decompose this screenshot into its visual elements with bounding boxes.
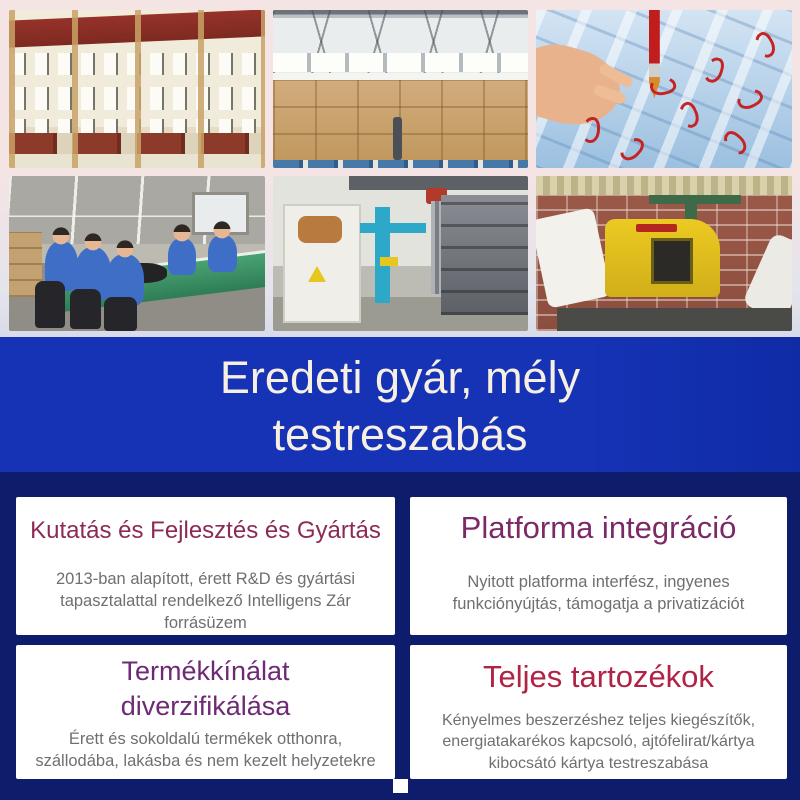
feature-card-platform-integration xyxy=(410,497,787,635)
decor-cabinet-window xyxy=(298,216,341,242)
feature-cards xyxy=(0,472,800,800)
warning-triangle-icon xyxy=(308,266,326,282)
decor-machine-label xyxy=(636,224,677,232)
decor-red-wire xyxy=(675,99,702,130)
decor-machine-base xyxy=(557,308,792,331)
decor-hand xyxy=(536,35,629,136)
decor-bottom-notch xyxy=(393,779,408,793)
decor-drill-press xyxy=(375,207,390,303)
card-body: 2013-ban alapított, érett R&D és gyártási tapasztalattal rendelkező Intelligens Zár forrásüzem xyxy=(56,570,355,632)
decor-chair xyxy=(104,297,137,331)
feature-card-full-accessories xyxy=(410,645,787,779)
decor-worker xyxy=(168,238,196,275)
photo-yellow-machine xyxy=(536,176,792,331)
photo-warehouse xyxy=(273,10,529,168)
card-title: Platforma integráció xyxy=(460,510,737,545)
photo-showroom xyxy=(9,10,265,168)
card-title: Kutatás és Fejlesztés és Gyártás xyxy=(30,517,381,544)
photo-molding-machines xyxy=(273,176,529,331)
headline-line-1: Eredeti gyár, mély xyxy=(219,351,581,403)
decor-worker xyxy=(208,235,236,272)
decor-pallet-jack xyxy=(393,117,402,160)
headline-line-2: testreszabás xyxy=(272,408,528,460)
card-body: Kényelmes beszerzéshez teljes kiegészítők, energiatakarékos kapcsoló, ajtófelirat/kártya kibocsátó kártya testreszabása xyxy=(441,712,756,772)
decor-machine-window xyxy=(651,238,693,284)
decor-red-wire xyxy=(617,134,648,165)
decor-red-wire xyxy=(734,85,766,114)
decor-red-wire xyxy=(582,117,600,143)
factory-photo-collage xyxy=(0,0,800,337)
headline-banner xyxy=(0,337,800,472)
photo-workers xyxy=(9,176,265,331)
decor-machinery xyxy=(441,195,528,316)
card-title: Termékkínálat diverzifikálása xyxy=(120,656,291,722)
decor-white-part xyxy=(536,208,611,309)
card-body: Nyitott platforma interfész, ingyenes funkciónyújtás, támogatja a privatizációt xyxy=(452,573,745,613)
decor-metal-roof xyxy=(536,176,792,195)
feature-card-research-development xyxy=(16,497,395,635)
decor-red-wire xyxy=(751,29,780,61)
decor-chair xyxy=(70,289,101,329)
decor-pallets xyxy=(273,160,529,168)
decor-red-wire xyxy=(702,56,726,86)
card-title: Teljes tartozékok xyxy=(483,659,714,694)
decor-chair xyxy=(35,281,66,328)
feature-card-product-diversification xyxy=(16,645,395,779)
decor-drill-arm xyxy=(360,223,426,234)
decor-windows xyxy=(273,53,529,72)
decor-wood-pillars xyxy=(9,10,265,168)
decor-red-wire xyxy=(719,128,750,159)
decor-label xyxy=(380,257,398,266)
photo-hand-assembly xyxy=(536,10,792,168)
card-body: Érett és sokoldalú termékek otthonra, szállodába, lakásba és nem kezelt helyzetekre xyxy=(35,730,376,771)
